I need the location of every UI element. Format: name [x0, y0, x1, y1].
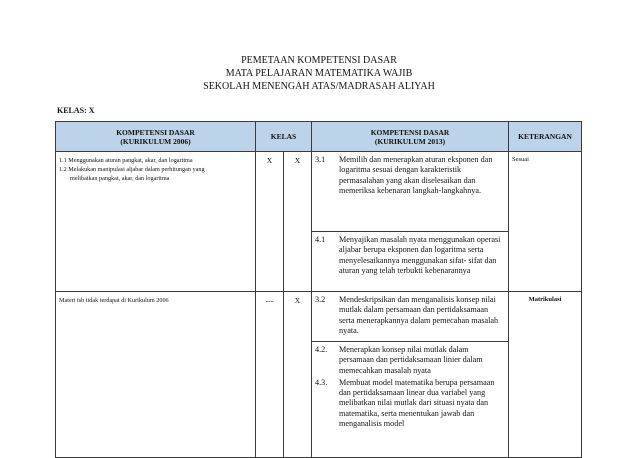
header-kd-2006 — [56, 122, 256, 152]
kd-number: 4.1 — [315, 235, 326, 244]
kd-2013-cell — [312, 152, 509, 232]
kd-2006-item: 1.1 Menggunakan aturan pangkat, akar, dan logaritma — [59, 157, 193, 164]
header-kd-2013 — [312, 122, 509, 152]
kelas-label: KELAS: X — [57, 106, 95, 115]
kd-2006-cell: Materi tsb tidak terdapat di Kurikulum 2006 — [56, 292, 256, 458]
title-line-2: MATA PELAJARAN MATEMATIKA WAJIB — [225, 68, 413, 79]
kd-text: Mendeskripsikan dan menganalisis konsep nilai mutlak dalam persamaan dan pertidaksamaan serta menerapkannya dalam pemecahan masalah nyata. — [339, 295, 499, 335]
table-row — [56, 152, 582, 232]
table-row — [56, 292, 582, 342]
kd-2006-item-continued: melibatkan pangkat, akar, dan logaritma — [70, 175, 170, 182]
table-header-row — [56, 122, 582, 152]
header-kelas: KELAS — [256, 122, 312, 152]
header-kd-2013-line1: KOMPETENSI DASAR — [370, 127, 450, 137]
kd-2006-cell — [56, 152, 256, 292]
kelas-mark-a: --- — [256, 292, 284, 458]
kelas-mark-b: X — [284, 152, 312, 292]
kd-text: Menerapkan konsep nilai mutlak dalam persamaan dan pertidaksamaan linier dalam memecahkan masalah nyata — [339, 345, 483, 375]
kd-text: Memilih dan menerapkan aturan eksponen dan logaritma sesuai dengan karakteristik permasalahan yang akan diselesaikan dan memeriksa kebenaran langkah-langkahnya. — [339, 155, 493, 195]
header-keterangan: KETERANGAN — [509, 122, 582, 152]
keterangan-cell: Sesuai — [509, 152, 582, 292]
header-kd-2013-line2: (KURIKULUM 2013) — [374, 136, 446, 146]
keterangan-cell: Matrikulasi — [509, 292, 582, 458]
kd-number: 3.1 — [315, 155, 326, 164]
kd-2013-cell — [312, 292, 509, 342]
kd-number: 3.2 — [315, 295, 326, 304]
kd-text: Menyajikan masalah nyata menggunakan operasi aljabar berupa eksponen dan logaritma serta menyelesaikannya menggunakan sifat- sifat dan aturan yang telah terbukti kebenarannya — [339, 235, 501, 275]
kd-2013-cell — [312, 342, 509, 458]
kd-text: Membuat model matematika berupa persamaan dan pertidaksamaan linear dua variabel yang melibatkan nilai mutlak dari situasi nyata dan matematika, serta menentukan jawab dan menganalisis model — [339, 377, 495, 429]
mapping-table — [55, 121, 582, 458]
header-kd-2006-line1: KOMPETENSI DASAR — [116, 127, 195, 137]
title-line-3: SEKOLAH MENENGAH ATAS/MADRASAH ALIYAH — [203, 81, 435, 92]
kd-number: 4.2. — [315, 345, 328, 354]
kelas-mark-b: X — [284, 292, 312, 458]
header-kd-2006-line2: (KURIKULUM 2006) — [120, 136, 191, 146]
kelas-mark-a: X — [256, 152, 284, 292]
title-line-1: PEMETAAN KOMPETENSI DASAR — [241, 55, 397, 66]
kd-2013-cell — [312, 232, 509, 292]
kd-number: 4.3. — [315, 377, 328, 387]
kd-2006-item: 1.2 Melakukan manipulasi aljabar dalam perhitungan yang — [59, 166, 205, 173]
document-title — [0, 54, 638, 93]
